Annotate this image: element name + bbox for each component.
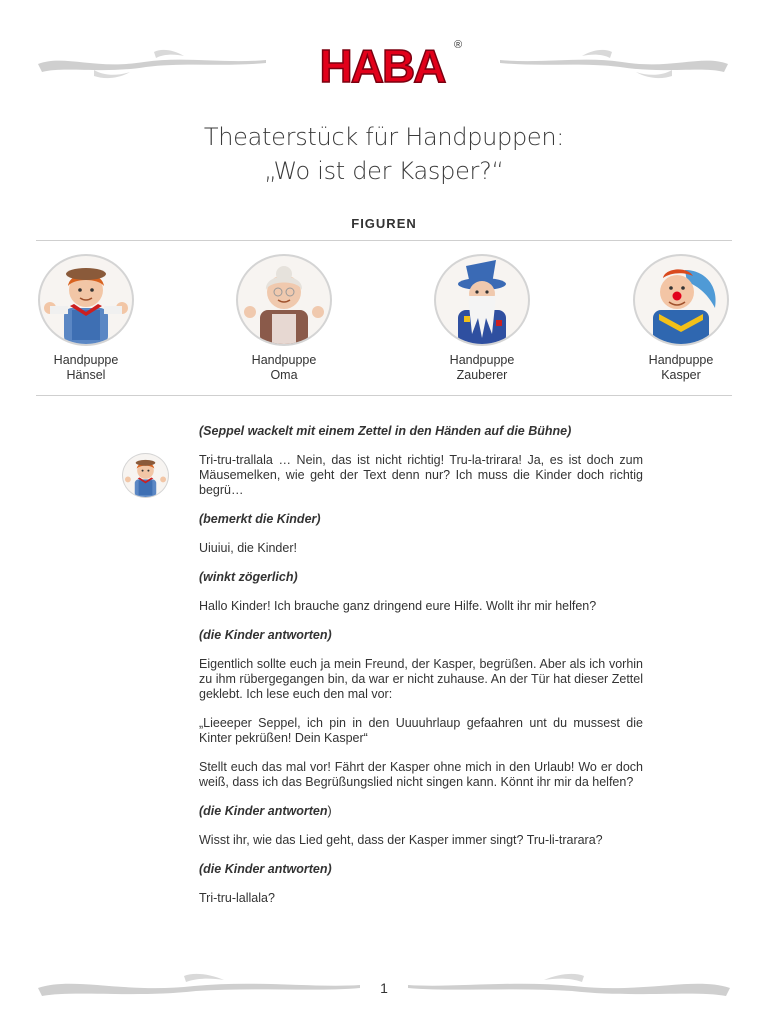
figure-kasper xyxy=(626,254,736,383)
figure-caption-line-1: Handpuppe xyxy=(648,353,714,367)
dialogue-line: Tri-tru-lallala? xyxy=(199,891,275,905)
dialogue-line: Uiuiui, die Kinder! xyxy=(199,541,297,555)
dialogue-line: Stellt euch das mal vor! Fährt der Kasper ohne mich in den Urlaub! Wo er doch weiß, dass ich das Begrüßungslied nicht singen kann. Könnt ihr mir da helfen? xyxy=(199,760,643,789)
header-swoosh-left-icon xyxy=(34,42,270,82)
title-line-1: Theaterstück für Handpuppen: xyxy=(203,123,565,151)
figure-caption-line-2: Zauberer xyxy=(456,368,508,382)
stage-direction-text: (die Kinder antworten xyxy=(199,804,328,818)
header-swoosh-right-icon xyxy=(496,42,732,82)
divider-top xyxy=(36,240,732,241)
puppet-zauberer-icon xyxy=(434,254,530,346)
figure-caption-line-2: Hänsel xyxy=(66,368,106,382)
figure-caption xyxy=(626,353,736,383)
stage-direction: (winkt zögerlich) xyxy=(199,570,298,584)
stage-direction: (bemerkt die Kinder) xyxy=(199,512,321,526)
speaker-haensel-icon xyxy=(122,453,169,498)
figure-caption-line-1: Handpuppe xyxy=(251,353,317,367)
title-line-2: „Wo ist der Kasper?“ xyxy=(264,157,504,185)
figure-caption xyxy=(31,353,141,383)
dialogue-line: „Lieeeper Seppel, ich pin in den Uuuuhrlaup gefaahren unt du mussest die Kinter pekrüßen! Dein Kasper“ xyxy=(199,716,643,745)
figure-caption-line-2: Oma xyxy=(270,368,298,382)
logo-text: HABA xyxy=(319,40,445,92)
figure-caption xyxy=(427,353,537,383)
stage-direction: (die Kinder antworten) xyxy=(199,628,332,642)
figure-haensel xyxy=(31,254,141,383)
figure-caption-line-1: Handpuppe xyxy=(449,353,515,367)
registered-mark: ® xyxy=(454,39,463,51)
puppet-oma-icon xyxy=(236,254,332,346)
stage-direction: (die Kinder antworten) xyxy=(199,862,332,876)
figure-caption xyxy=(229,353,339,383)
divider-bottom xyxy=(36,395,732,396)
figure-oma xyxy=(229,254,339,383)
dialogue-line: Tri-tru-trallala … Nein, das ist nicht richtig! Tru-la-trirara! Ja, es ist doch zum Mäusemelken, wie geht der Text denn nur? Ich muss die Kinder doch richtig begrü… xyxy=(199,453,643,497)
stage-direction xyxy=(199,804,643,819)
dialogue-line: Eigentlich sollte euch ja mein Freund, der Kasper, begrüßen. Aber als ich vorhin zu ihm rübergegangen bin, da war er nicht zuhause. An der Tür hat dieser Zettel geklebt. Ich lese euch den mal vor: xyxy=(199,657,643,701)
figure-caption-line-2: Kasper xyxy=(661,368,701,382)
puppet-kasper-icon xyxy=(633,254,729,346)
figures-heading: FIGUREN xyxy=(351,216,417,231)
page-number: 1 xyxy=(380,980,388,996)
stage-direction: (Seppel wackelt mit einem Zettel in den Händen auf die Bühne) xyxy=(199,424,572,438)
script-body xyxy=(199,424,643,920)
dialogue-line: Hallo Kinder! Ich brauche ganz dringend eure Hilfe. Wollt ihr mir helfen? xyxy=(199,599,597,613)
stage-direction-tail: ) xyxy=(327,804,332,818)
figure-zauberer xyxy=(427,254,537,383)
dialogue-line: Wisst ihr, wie das Lied geht, dass der Kasper immer singt? Tru-li-trarara? xyxy=(199,833,603,847)
page-title xyxy=(0,120,768,188)
figure-caption-line-1: Handpuppe xyxy=(53,353,119,367)
haba-logo xyxy=(302,30,466,100)
puppet-haensel-icon xyxy=(38,254,134,346)
